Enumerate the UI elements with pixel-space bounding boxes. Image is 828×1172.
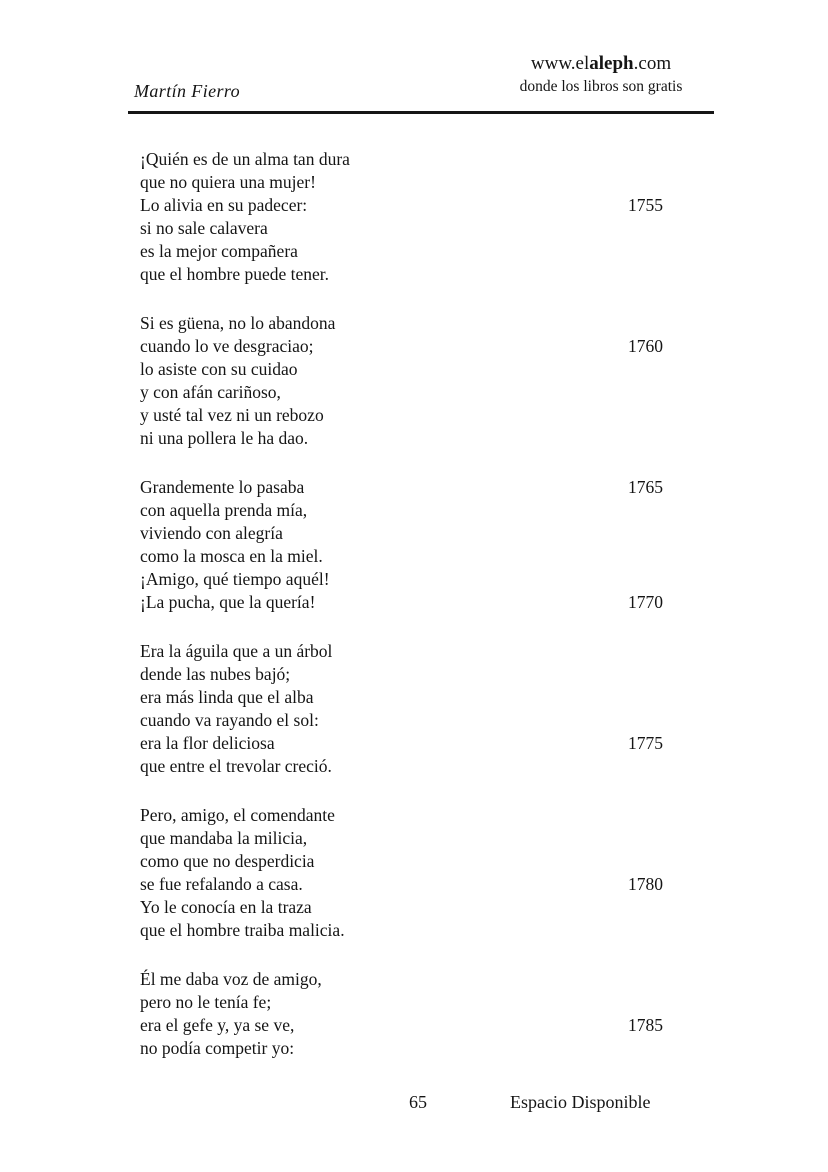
verse-text: que no quiera una mujer!	[140, 172, 316, 192]
verse-line	[140, 240, 663, 263]
verse-text: como la mosca en la miel.	[140, 546, 323, 566]
verse-line	[140, 919, 663, 942]
verse-text: se fue refalando a casa.	[140, 874, 303, 894]
verse-line	[140, 148, 663, 171]
verse-text: que el hombre traiba malicia.	[140, 920, 345, 940]
verse-text: era más linda que el alba	[140, 687, 314, 707]
verse-line	[140, 755, 663, 778]
verse-line	[140, 991, 663, 1014]
verse-line	[140, 499, 663, 522]
verse-text: Yo le conocía en la traza	[140, 897, 312, 917]
verse-line	[140, 568, 663, 591]
stanza	[140, 148, 663, 286]
verse-number: 1755	[628, 195, 663, 215]
verse-line	[140, 850, 663, 873]
verse-number: 1775	[628, 733, 663, 753]
verse-text: era la flor deliciosa	[140, 733, 275, 753]
verse-text: y usté tal vez ni un rebozo	[140, 405, 324, 425]
verse-number: 1760	[628, 336, 663, 356]
verse-text: que mandaba la milicia,	[140, 828, 308, 848]
site-url-suffix: .com	[633, 53, 672, 74]
verse-text: ¡Quién es de un alma tan dura	[140, 149, 350, 169]
verse-text: que el hombre puede tener.	[140, 264, 330, 284]
verse-text: Él me daba voz de amigo,	[140, 969, 322, 989]
verse-text: Si es güena, no lo abandona	[140, 313, 336, 333]
verse-text: y con afán cariñoso,	[140, 382, 281, 402]
verse-line	[140, 217, 663, 240]
verse-text: Era la águila que a un árbol	[140, 641, 333, 661]
verse-text: pero no le tenía fe;	[140, 992, 272, 1012]
watermark-text: Espacio Disponible	[510, 1092, 651, 1112]
verse-text: ¡La pucha, que la quería!	[140, 592, 316, 612]
verse-text: es la mejor compañera	[140, 241, 298, 261]
verse-text: dende las nubes bajó;	[140, 664, 291, 684]
verse-line	[140, 358, 663, 381]
poem	[140, 148, 663, 1086]
verse-text: ¡Amigo, qué tiempo aquél!	[140, 569, 330, 589]
verse-number: 1765	[628, 477, 663, 497]
verse-text: Pero, amigo, el comendante	[140, 805, 335, 825]
verse-text: no podía competir yo:	[140, 1038, 295, 1058]
verse-line	[140, 263, 663, 286]
verse-line	[140, 522, 663, 545]
verse-text: con aquella prenda mía,	[140, 500, 308, 520]
stanza	[140, 968, 663, 1060]
verse-text: Grandemente lo pasaba	[140, 477, 305, 497]
verse-line	[140, 335, 663, 358]
verse-line	[140, 827, 663, 850]
verse-line	[140, 1014, 663, 1037]
stanza	[140, 804, 663, 942]
book-title: Martín Fierro	[134, 81, 241, 101]
verse-line	[140, 968, 663, 991]
verse-number: 1785	[628, 1015, 663, 1035]
verse-line	[140, 873, 663, 896]
stanza	[140, 476, 663, 614]
verse-line	[140, 804, 663, 827]
verse-number: 1780	[628, 874, 663, 894]
verse-line	[140, 381, 663, 404]
verse-line	[140, 404, 663, 427]
verse-text: que entre el trevolar creció.	[140, 756, 332, 776]
verse-text: Lo alivia en su padecer:	[140, 195, 308, 215]
site-header-block	[495, 53, 707, 96]
verse-line	[140, 732, 663, 755]
verse-number: 1770	[628, 592, 663, 612]
verse-line	[140, 194, 663, 217]
stanza	[140, 312, 663, 450]
verse-text: era el gefe y, ya se ve,	[140, 1015, 295, 1035]
verse-text: cuando va rayando el sol:	[140, 710, 319, 730]
verse-line	[140, 427, 663, 450]
stanza	[140, 640, 663, 778]
verse-line	[140, 640, 663, 663]
verse-line	[140, 171, 663, 194]
site-url	[495, 53, 707, 75]
site-tagline: donde los libros son gratis	[519, 78, 683, 95]
verse-line	[140, 591, 663, 614]
verse-text: viviendo con alegría	[140, 523, 283, 543]
site-url-prefix: www.el	[530, 53, 590, 74]
verse-text: lo asiste con su cuidao	[140, 359, 298, 379]
verse-text: ni una pollera le ha dao.	[140, 428, 309, 448]
verse-line	[140, 312, 663, 335]
verse-line	[140, 1037, 663, 1060]
header-rule	[128, 111, 714, 114]
page-number: 65	[409, 1092, 427, 1112]
site-url-brand: aleph	[589, 53, 634, 74]
verse-line	[140, 476, 663, 499]
verse-text: si no sale calavera	[140, 218, 268, 238]
verse-text: cuando lo ve desgraciao;	[140, 336, 314, 356]
verse-text: como que no desperdicia	[140, 851, 315, 871]
verse-line	[140, 686, 663, 709]
verse-line	[140, 545, 663, 568]
page-footer	[0, 1091, 828, 1117]
verse-line	[140, 896, 663, 919]
verse-line	[140, 663, 663, 686]
verse-line	[140, 709, 663, 732]
